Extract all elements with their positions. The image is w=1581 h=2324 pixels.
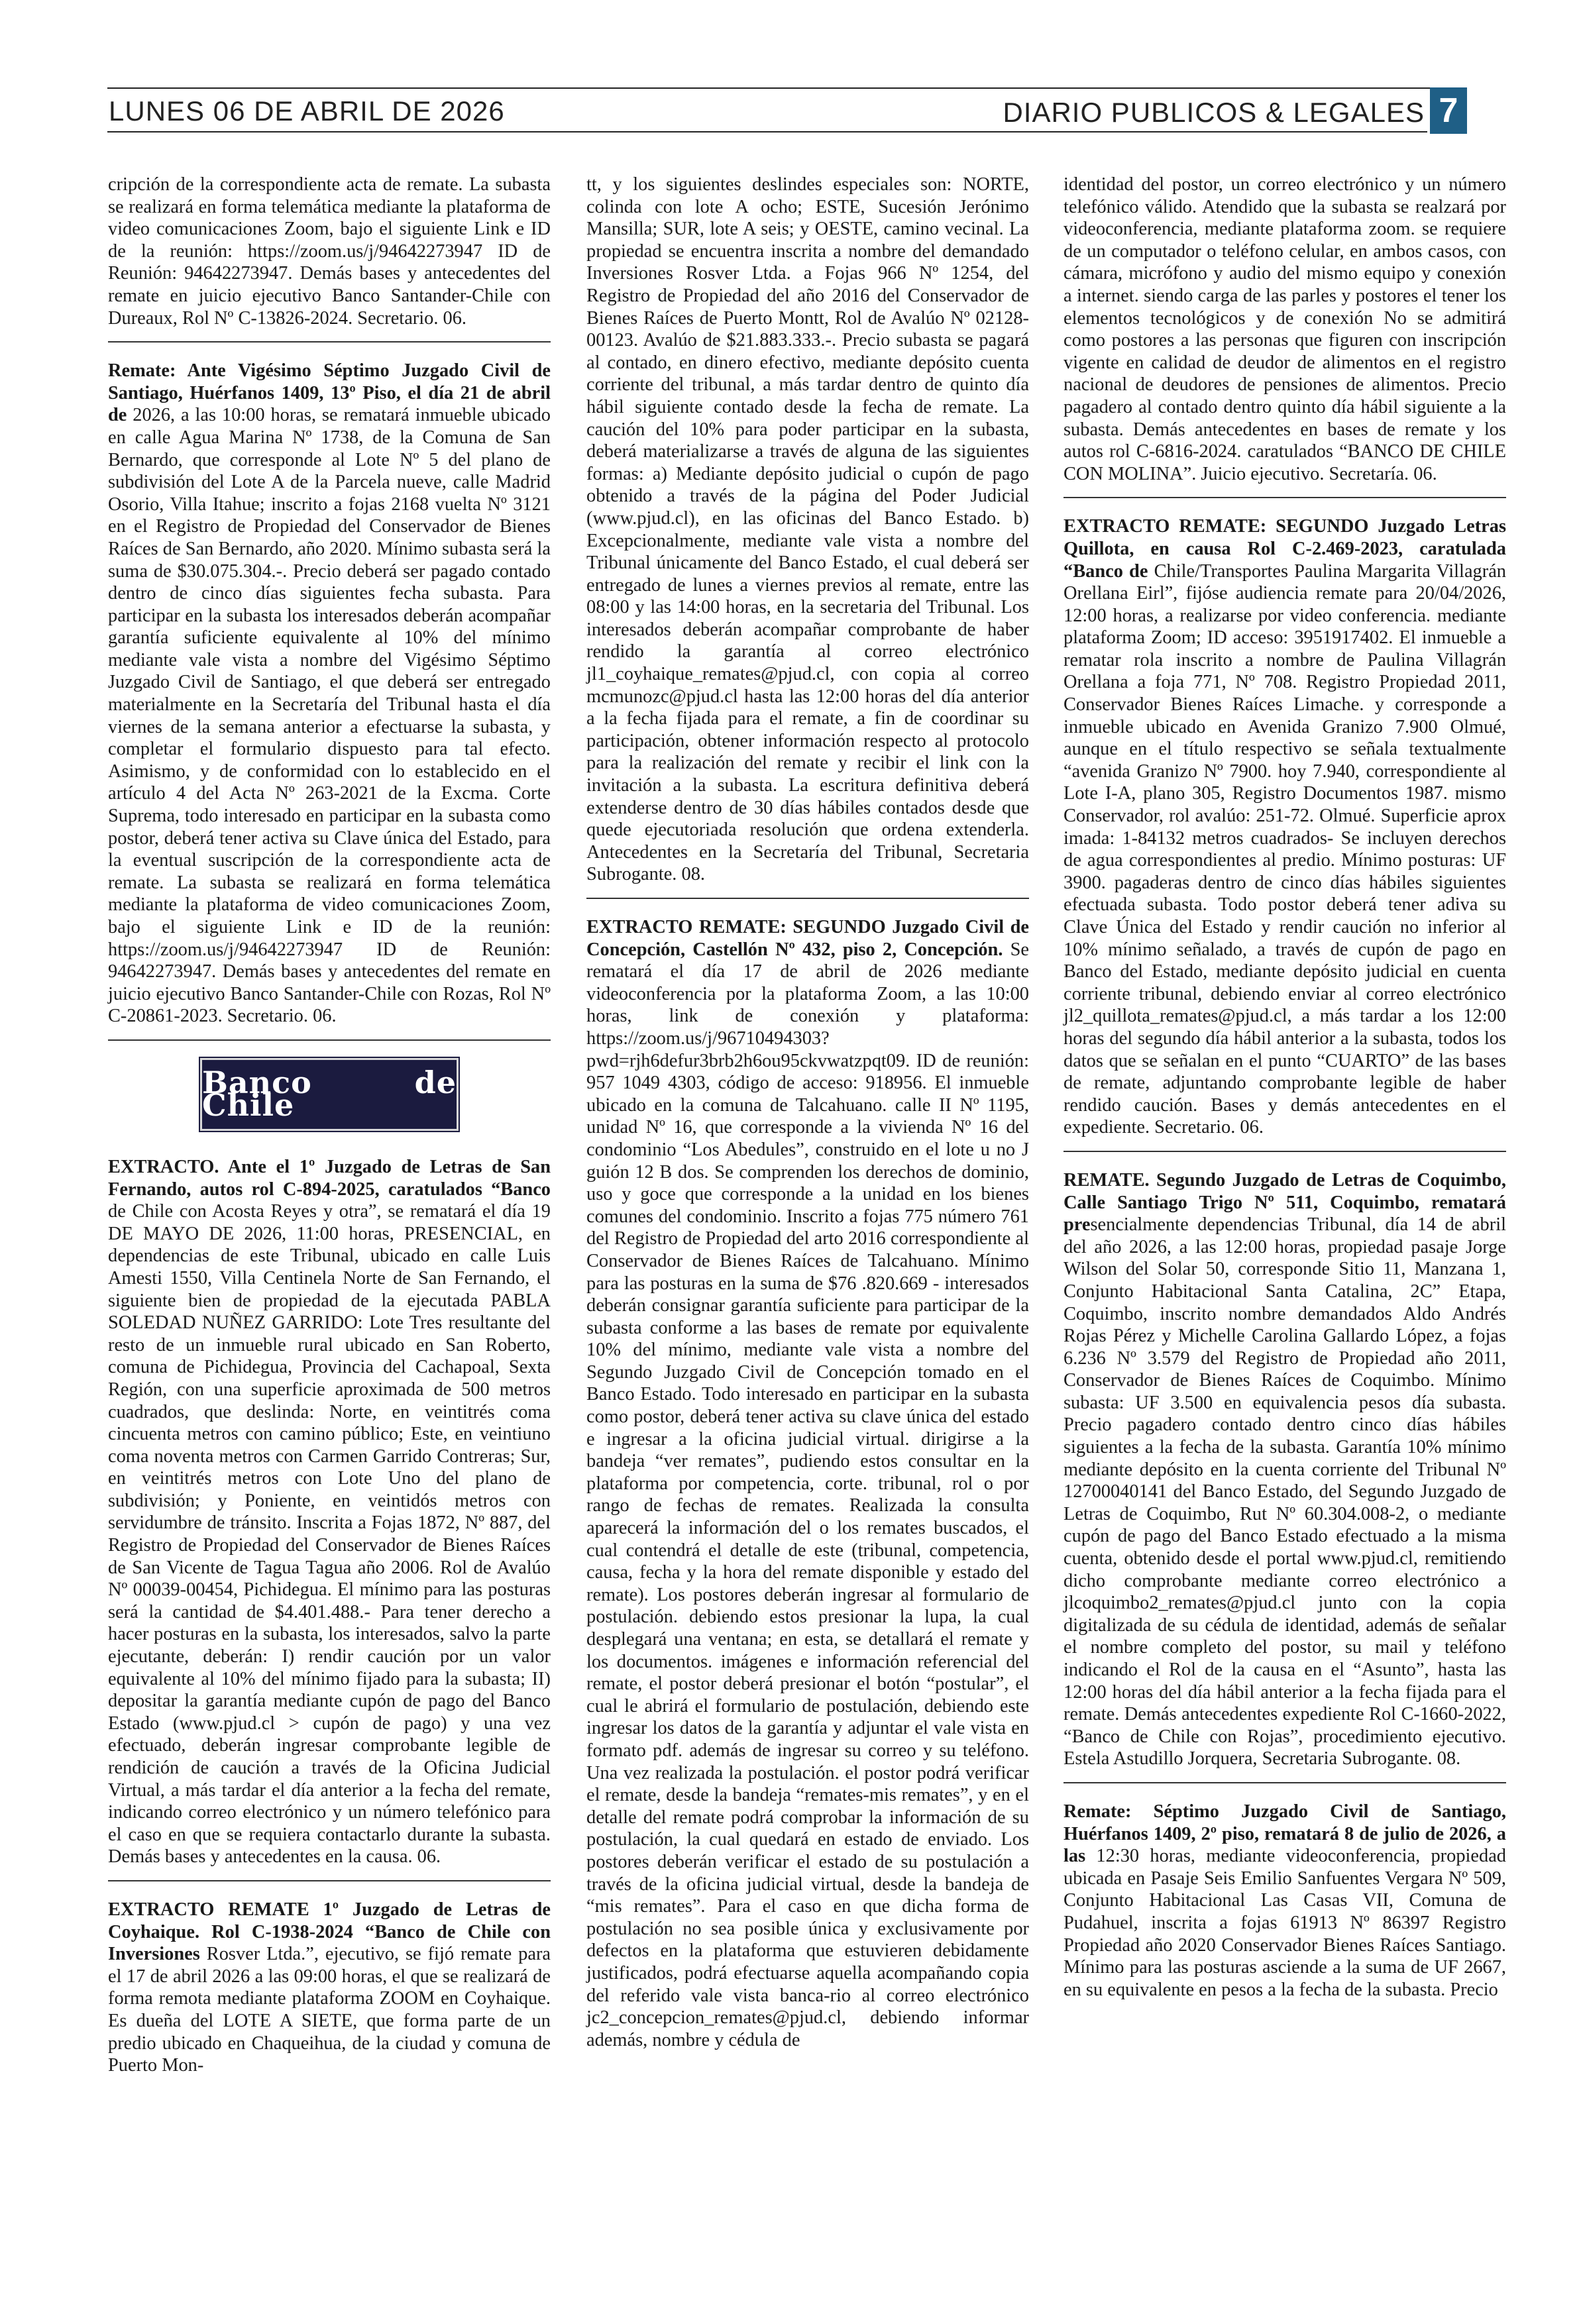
notice-body: de Chile con Acosta Reyes y otra”, se rematará el día 19 DE MAYO DE 2026, 11:00 horas, PRESENCIAL, en dependencias de este Tribunal, ubicado en calle Luis Amesti 1550, Villa Centinela Norte de San Fernando, el siguiente bien de propiedad de la ejecutada PABLA SOLEDAD NUÑEZ GARRIDO: Lote Tres resultante del resto de un inmueble rural ubicado en San Roberto, comuna de Pichidegua, Provincia del Cachapoal, Sexta Región, con una superficie aproximada de 500 metros cuadrados, que deslinda: Norte, en veintitrés coma cincuenta metros con camino público; Este, en veintiuno coma noventa metros con Carmen Garrido Contreras; Sur, en veintitrés metros con Lote Uno del plano de subdivisión; y Poniente, en veintidós metros con servidumbre de tránsito. Inscrita a Fojas 1872, Nº 887, del Registro de Propiedad del Conservador de Bienes Raíces de San Vicente de Tagua Tagua año 2006. Rol de Avalúo Nº 00039-00454, Pichidegua. El mínimo para las posturas será la cantidad de $4.401.488.- Para tener derecho a hacer posturas en la subasta, los interesados, salvo la parte ejecutante, deberán: I) rendir caución por un valor equivalente al 10% del mínimo fijado para la subasta; II) depositar la garantía mediante cupón de pago del Banco Estado (www.pjud.cl > cupón de pago) y una vez efectuado, deberán ingresar comprobante legible de rendición de caución a través de la Oficina Judicial Virtual, a más tardar el día anterior a la fecha del remate, indicando correo electrónico y un número telefónico para el caso en que se requiera contactarlo durante la subasta. Demás bases y antecedentes en la causa. 06.: [108, 1201, 551, 1868]
notice: [108, 1899, 551, 2089]
notice: [1063, 1169, 1506, 1783]
notice-heading: EXTRACTO. Ante el 1º Juzgado de Letras de San Fernando, autos rol C-894-2025, caratulados “Banco: [108, 1156, 551, 1200]
newspaper-name: DIARIO PUBLICOS & LEGALES: [1003, 97, 1425, 128]
logo-text: Banco de Chile: [202, 1065, 457, 1123]
issue-date: LUNES 06 DE ABRIL DE 2026: [109, 95, 505, 127]
notice-body: Chile/Transportes Paulina Margarita Villagrán Orellana Eirl”, fijóse audiencia remate para 20/04/2026, 12:00 horas, a realizarse por video conferencia. mediante plataforma Zoom; ID acceso: 3951917402. El inmueble a rematar rola inscrito a nombre de Paulina Villagrán Orellana a foja 771, Nº 708. Registro Propiedad 2011, Conservador Bienes Raíces Limache. y corresponde a inmueble ubicado en Avenida Granizo 7.900 Olmué, aunque en el título respectivo se señala textualmente “avenida Granizo Nº 7900. hoy 7.940, correspondiente al Lote I-A, plano 305, Registro Documentos 1987. mismo Conservador, rol avalúo: 251-72. Olmué. Superficie aprox imada: 1-84132 metros cuadrados- Se incluyen derechos de agua correspondientes al predio. Mínimo posturas: UF 3900. pagaderas dentro de cinco días hábiles siguientes efectuada subasta. Todo postor deberá tener adiva su Clave Única del Estado y rendir caución no inferior al 10% mínimo señalado, a través de cupón de pago en Banco del Estado, mediante depósito judicial en cuenta corriente tribunal, debiendo enviar al correo electrónico jl2_quillota_remates@pjud.cl, a más tardar a los 12:00 horas del segundo día hábil anterior a la subasta, todos los datos que se señalan en el punto “CUARTO” de las bases de remate, adjuntando comprobante legible de haber rendido caución. Bases y demás antecedentes en el expediente. Secretario. 06.: [1063, 560, 1506, 1138]
header-top-rule: [107, 87, 1467, 89]
notice-heading: Remate: Séptimo Juzgado Civil de Santiago, Huérfanos 1409, 2º piso, rematará 8 de julio de 2026, a las: [1063, 1801, 1506, 1867]
notice-body: identidad del postor, un correo electrónico y un número telefónico válido. Atendido que la subasta se realzará por videoconferencia, mediante plataforma zoom. se requiere de un computador o teléfono celular, en ambos casos, con cámara, micrófono y audio del mismo equipo y conexión a internet. siendo carga de las parles y postores el tener los elementos tecnológicos y de conexión No se admitirá como postores a las personas que figuren con inscripción vigente en calidad de deudor de alimentos en el registro nacional de deudores de pensiones de alimentos. Precio pagadero al contado dentro quinto día hábil siguiente a la subasta. Demás antecedentes en bases de remate y los autos rol C-6816-2024. caratulados “BANCO DE CHILE CON MOLINA”. Juicio ejecutivo. Secretaría. 06.: [1063, 174, 1506, 484]
notice-body: cripción de la correspondiente acta de remate. La subasta se realizará en forma telemática mediante la plataforma de video comunicaciones Zoom, bajo el siguiente Link e ID de la reunión: https://zoom.us/j/94642273947 ID de Reunión: 94642273947. Demás bases y antecedentes del remate en juicio ejecutivo Banco Santander-Chile con Dureaux, Rol Nº C-13826-2024. Secretario. 06.: [108, 174, 551, 329]
notice-heading: Remate: Ante Vigésimo Séptimo Juzgado Civil de Santiago, Huérfanos 1409, 13º Piso, el día 21 de abril de: [108, 360, 551, 426]
notice-heading: EXTRACTO REMATE 1º Juzgado de Letras de Coyhaique. Rol C-1938-2024 “Banco de Chile con Inversiones: [108, 1899, 551, 1965]
notice: [108, 1156, 551, 1881]
column-1: [108, 174, 551, 2106]
banco-de-chile-logo: [200, 1058, 459, 1131]
notice-body: 2026, a las 10:00 horas, se rematará inmueble ubicado en calle Agua Marina Nº 1738, de la Comuna de San Bernardo, que corresponde al Lote Nº 5 del plano de subdivisión del Lote A de la Parcela nueve, calle Madrid Osorio, Villa Itahue; inscrito a fojas 2168 vuelta Nº 3121 en el Registro de Propiedad del Conservador de Bienes Raíces de San Bernardo, año 2020. Mínimo subasta será la suma de $30.075.304.-. Precio deberá ser pagado contado dentro de cinco días siguientes fecha subasta. Para participar en la subasta los interesados deberán acompañar garantía suficiente equivalente al 10% del mínimo mediante vale vista a nombre del Vigésimo Séptimo Juzgado Civil de Santiago, el que deberá ser entregado materialmente en la Secretaría del Tribunal hasta el día viernes de la semana anterior a efectuarse la subasta, y completar el formulario dispuesto para tal efecto. Asimismo, y de conformidad con lo establecido en el artículo 4 del Acta Nº 263-2021 de la Excma. Corte Suprema, todo interesado en participar en la subasta como postor, deberá tener activa su Clave única del Estado, para la eventual suscripción de la correspondiente acta de remate. La subasta se realizará en forma telemática mediante la plataforma de video comunicaciones Zoom, bajo el siguiente Link e ID de la reunión: https://zoom.us/j/94642273947 ID de Reunión: 94642273947. Demás bases y antecedentes del remate en juicio ejecutivo Banco Santander-Chile con Rozas, Rol Nº C-20861-2023. Secretario. 06.: [108, 405, 551, 1027]
notice: [1063, 515, 1506, 1152]
column-2: [586, 174, 1029, 2080]
notice-body: Se rematará el día 17 de abril de 2026 mediante videoconferencia por la plataforma Zoom, a las 10:00 horas, link de conexión y plataforma: https://zoom.us/j/96710494303?pwd=rjh6defur3brb2h6ou95ckvwatzpqt09. ID de reunión: 957 1049 4303, código de acceso: 918956. El inmueble ubicado en la comuna de Talcahuano. calle II Nº 1195, unidad Nº 16, que corresponde a la vivienda Nº 16 del condominio “Los Abedules”, construido en el lote u no J guión 12 B dos. Se comprenden los derechos de dominio, uso y goce que corresponde a la unidad en los bienes comunes del condominio. Inscrito a fojas 775 número 761 del Registro de Propiedad del arto 2016 correspondiente al Conservador de Bienes Raíces de Talcahuano. Mínimo para las posturas en la suma de $76 .820.669 - interesados deberán consignar garantía suficiente para participar de la subasta conforme a las bases de remate por equivalente 10% del mínimo, mediante vale vista a nombre del Segundo Juzgado Civil de Concepción tomado en el Banco Estado. Todo interesado en participar en la subasta como postor, deberá tener activa su clave única del estado e ingresar a la oficina judicial virtual. dirigirse a la bandeja “ver remates”, pudiendo estos consultar en la plataforma por competencia, corte. tribunal, rol o por rango de fechas de remates. Realizada la consulta aparecerá la información del o los remates buscados, el cual contendrá el detalle de este (tribunal, competencia, causa, fecha y la hora del remate disponible y estado del remate). Los postores deberán ingresar al formulario de postulación. debiendo estos presionar la lupa, la cual desplegará una ventana; en esta, se detallará el remate y los documentos. imágenes e información referencial del remate, el postor deberá presionar el botón “postular”, el cual le abrirá el formulario de postulación, debiendo este ingresar los datos de la garantía y adjuntar el vale vista en formato pdf. además de ingresar su correo y su teléfono. Una vez realizada la postulación. el postor podrá verificar el remate, desde la bandeja “remates-mis remates”, y en el detalle del remate podrá comprobar la información de su postulación, la cual quedará en estado de enviado. Los postores deberán verificar el estado de su postulación a través de la oficina judicial virtual, desde la bandeja de “mis remates”. Para el caso en que dicha forma de postulación no sea posible única y exclusivamente por defectos en la plataforma que estuvieren debidamente justificados, podrá efectuarse aquella acompañando copia del referido vale vista banca-rio al correo electrónico jc2_concepcion_remates@pjud.cl, debiendo informar además, nombre y cédula de: [586, 939, 1029, 2050]
notice-body: sencialmente dependencias Tribunal, día 14 de abril del año 2026, a las 12:00 horas, propiedad pasaje Jorge Wilson del Solar 50, corresponde Sitio 11, Manzana 1, Conjunto Habitacional Santa Catalina, 2C” Etapa, Coquimbo, inscrito nombre demandados Aldo Andrés Rojas Pérez y Michelle Carolina Gallardo López, a fojas 6.236 Nº 3.579 del Registro de Propiedad año 2011, Conservador de Bienes Raíces de Coquimbo. Mínimo subasta: UF 3.500 en equivalencia pesos día subasta. Precio pagadero contado dentro cinco días hábiles siguientes a la fecha de la subasta. Garantía 10% mínimo mediante depósito en la cuenta corriente del Tribunal Nº 12700040141 del Banco Estado, del Segundo Juzgado de Letras de Coquimbo, Rut Nº 60.304.008-2, o mediante cupón de pago del Banco Estado efectuado a la misma cuenta, obtenido desde el portal www.pjud.cl, remitiendo dicho comprobante mediante correo electrónico a jlcoquimbo2_remates@pjud.cl junto con la copia digitalizada de su cédula de identidad, además de señalar el nombre completo del postor, su mail y teléfono indicando el Rol de la causa en el “Asunto”, hasta las 12:00 horas del día hábil anterior a la fecha fijada para el remate. Demás antecedentes expediente Rol C-1660-2022, “Banco de Chile con Rojas”, procedimiento ejecutivo. Estela Astudillo Jorquera, Secretaria Subrogante. 08.: [1063, 1214, 1506, 1769]
notice-body: 12:30 horas, mediante videoconferencia, propiedad ubicada en Pasaje Seis Emilio Sanfuentes Vergara Nº 509, Conjunto Habitacional Las Casas VII, Comuna de Pudahuel, inscrita a fojas 61913 Nº 86397 Registro Propiedad año 2020 Conservador Bienes Raíces Santiago. Mínimo para las posturas asciende a la suma de UF 2667, en su equivalente en pesos a la fecha de la subasta. Precio: [1063, 1846, 1506, 2000]
notice: [586, 916, 1029, 2063]
notice-heading: REMATE. Segundo Juzgado de Letras de Coquimbo, Calle Santiago Trigo Nº 511, Coquimbo, rematará pre: [1063, 1169, 1506, 1236]
page-number: 7: [1430, 87, 1467, 134]
notice: [108, 360, 551, 1041]
column-3: [1063, 174, 1506, 2030]
notice: [1063, 174, 1506, 498]
header-bottom-rule: [107, 131, 1427, 132]
notice: [586, 174, 1029, 899]
advertiser-logo-wrap: [108, 1058, 551, 1131]
page-header: [107, 78, 1467, 132]
notice: [108, 174, 551, 343]
notice-heading: EXTRACTO REMATE: SEGUNDO Juzgado Civil de Concepción, Castellón Nº 432, piso 2, Concepción.: [586, 917, 1029, 960]
notice-heading: EXTRACTO REMATE: SEGUNDO Juzgado Letras Quillota, en causa Rol C-2.469-2023, caratulada “Banco de: [1063, 516, 1506, 582]
notice: [1063, 1801, 1506, 2013]
notice-body: tt, y los siguientes deslindes especiales son: NORTE, colinda con lote A ocho; ESTE, Sucesión Jerónimo Mansilla; SUR, lote A seis; y OESTE, camino vecinal. La propiedad se encuentra inscrita a nombre del demandado Inversiones Rosver Ltda. a Fojas 966 Nº 1254, del Registro de Propiedad del año 2016 del Conservador de Bienes Raíces de Puerto Montt, Rol de Avalúo Nº 02128-00123. Avalúo de $21.883.333.-. Precio subasta se pagará al contado, en dinero efectivo, mediante depósito cuenta corriente del tribunal, a más tardar dentro de quinto día hábil siguiente contado desde la fecha de remate. La caución del 10% para poder participar en la subasta, deberá materializarse a través de alguna de las siguientes formas: a) Mediante depósito judicial o cupón de pago obtenido a través de la página del Poder Judicial (www.pjud.cl), en las oficinas del Banco Estado. b) Excepcionalmente, mediante vale vista a nombre del Tribunal únicamente del Banco Estado, el cual deberá ser entregado de lunes a viernes previos al remate, entre las 08:00 y las 14:00 horas, en la secretaria del Tribunal. Los interesados deberán acompañar comprobante de haber rendido la garantía al correo electrónico jl1_coyhaique_remates@pjud.cl, con copia al correo mcmunozc@pjud.cl hasta las 12:00 horas del día anterior a la fecha fijada para el remate, a fin de coordinar su participación, obtener información respecto al protocolo para la realización del remate y recibir el link con la invitación a la subasta. La escritura definitiva deberá extenderse dentro de 30 días hábiles contados desde que quede ejecutoriada resolución que ordena extenderla. Antecedentes en la Secretaría del Tribunal, Secretaria Subrogante. 08.: [586, 174, 1029, 885]
notice-body: Rosver Ltda.”, ejecutivo, se fijó remate para el 17 de abril 2026 a las 09:00 horas, el que se realizará de forma remota mediante plataforma ZOOM en Coyhaique. Es dueña del LOTE A SIETE, que forma parte de un predio ubicado en Chaqueihua, de la ciudad y comuna de Puerto Mon-: [108, 1944, 551, 2076]
